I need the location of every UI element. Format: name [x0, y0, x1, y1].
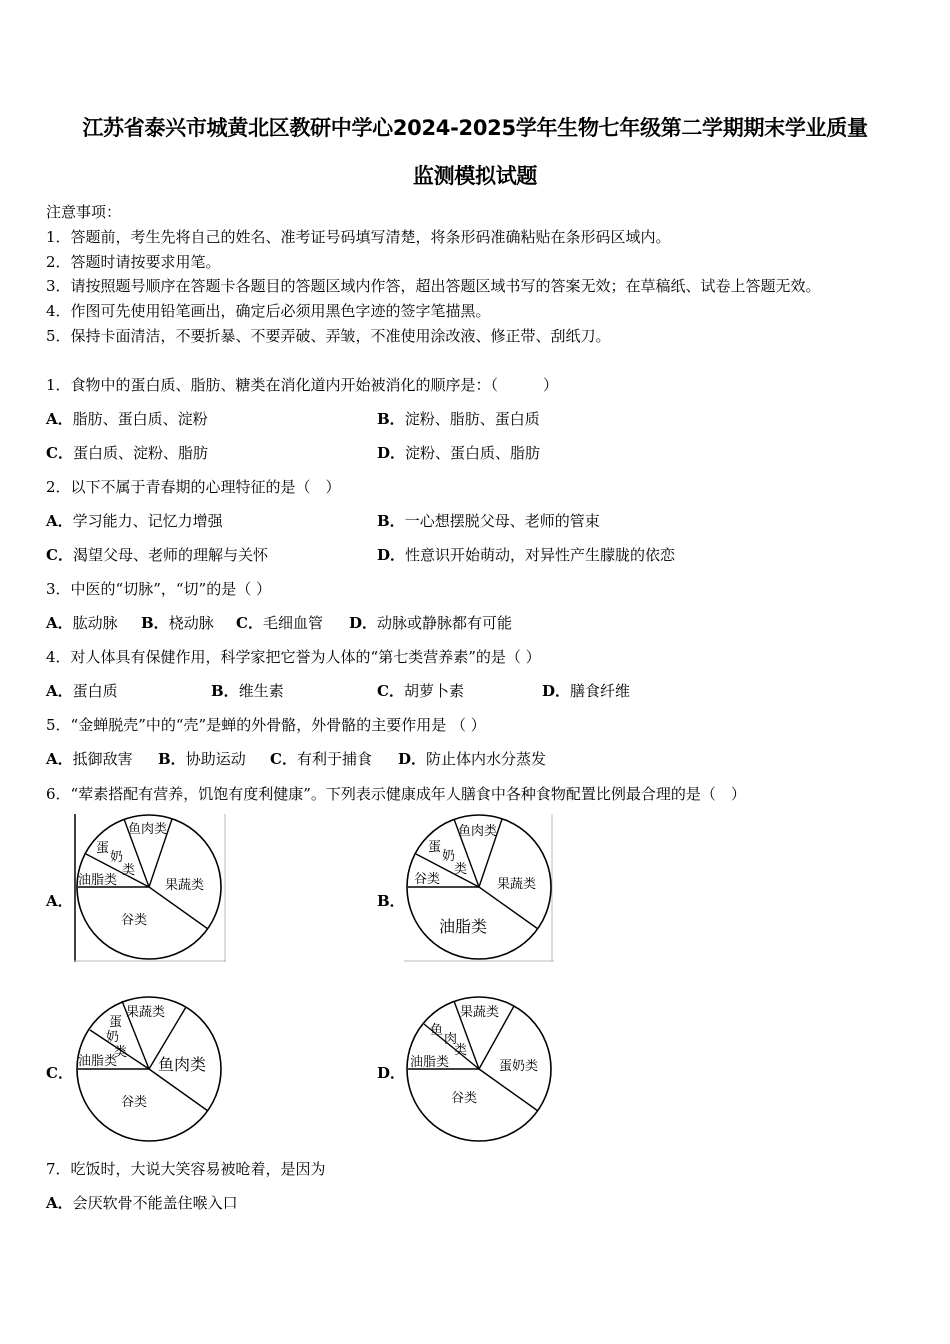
- notice-item: 1．答题前，考生先将自己的姓名、准考证号码填写清楚，将条形码准确粘贴在条形码区域内。: [46, 228, 671, 246]
- q4-option-c-label: C．: [377, 682, 404, 700]
- q6-option-b-pie: [404, 814, 554, 962]
- q2-option-c-text: 渴望父母、老师的理解与关怀: [72, 546, 268, 564]
- q5-option-a: [46, 749, 133, 769]
- notice-item: 4．作图可先使用铅笔画出，确定后必须用黑色字迹的签字笔描黑。: [46, 302, 491, 320]
- q4-option-d-label: D．: [542, 682, 571, 700]
- slice-divider: [479, 887, 538, 929]
- q6-option-d-label-text: D．: [377, 1064, 406, 1082]
- q6-option-d-label: [377, 1063, 405, 1083]
- q4-option-c: [377, 681, 464, 701]
- q4-option-b-label: B．: [211, 682, 239, 700]
- q5-option-a-text: 抵御敌害: [72, 750, 133, 768]
- q6-option-c-label: [46, 1063, 73, 1083]
- slice-label: 奶: [442, 849, 456, 864]
- slice-label: 果蔬类: [165, 878, 205, 893]
- q3-option-c-label: C．: [236, 614, 263, 632]
- question-5-stem: 5．“金蝉脱壳”中的“壳”是蝉的外骨骼，外骨骼的主要作用是 （ ）: [46, 716, 486, 734]
- question-6-stem: 6．“荤素搭配有营养，饥饱有度利健康”。下列表示健康成年人膳食中各种食物配置比例最合理的是（ ）: [46, 785, 746, 803]
- q6-option-c-pie: [74, 996, 226, 1142]
- q3-option-b-label: B．: [141, 614, 169, 632]
- slice-label: 谷类: [414, 872, 441, 887]
- question-2-stem: 2．以下不属于青春期的心理特征的是（ ）: [46, 478, 341, 496]
- slice-label: 奶: [106, 1030, 120, 1045]
- question-1-stem: 1．食物中的蛋白质、脂肪、糖类在消化道内开始被消化的顺序是：（ ）: [46, 376, 559, 394]
- pie-chart: [404, 996, 554, 1142]
- slice-label: 鱼肉类: [458, 824, 498, 839]
- q5-option-b-text: 协助运动: [185, 750, 246, 768]
- q1-option-c-text: 蛋白质、淀粉、脂肪: [72, 444, 208, 462]
- q3-option-a: [46, 613, 118, 633]
- q2-option-d-text: 性意识开始萌动，对异性产生朦胧的依恋: [405, 546, 676, 564]
- q5-option-b: [158, 749, 246, 769]
- q1-option-a-label: A．: [46, 410, 73, 428]
- pie-chart: [404, 814, 554, 962]
- slice-label: 鱼肉类: [158, 1055, 207, 1074]
- slice-label: 类: [454, 862, 468, 877]
- slice-label: 谷类: [451, 1091, 478, 1106]
- slice-label: 蛋: [96, 841, 110, 856]
- q4-option-d: [542, 681, 630, 701]
- pie-chart: [74, 814, 226, 962]
- q3-option-b: [141, 613, 214, 633]
- q3-option-d: [349, 613, 512, 633]
- slice-label: 蛋: [428, 840, 442, 855]
- q1-option-b-label: B．: [377, 410, 405, 428]
- q5-option-d: [398, 749, 546, 769]
- notice-heading: 注意事项：: [46, 203, 122, 221]
- slice-label: 油脂类: [439, 917, 488, 936]
- slice-divider: [479, 1069, 538, 1111]
- slice-label: 奶: [110, 850, 124, 865]
- pie-chart: [74, 996, 226, 1142]
- slice-divider: [149, 887, 208, 929]
- q6-option-a-label: [46, 891, 73, 911]
- q2-option-a-text: 学习能力、记忆力增强: [72, 512, 223, 530]
- question-3-stem: 3．中医的“切脉”，“切”的是（ ）: [46, 580, 271, 598]
- q4-option-d-text: 膳食纤维: [570, 682, 631, 700]
- slice-label: 蛋奶类: [499, 1059, 539, 1074]
- slice-label: 类: [122, 863, 136, 878]
- slice-label: 油脂类: [78, 1054, 118, 1069]
- q2-option-c: [46, 545, 268, 565]
- slice-label: 鱼: [430, 1023, 444, 1038]
- q5-option-d-label: D．: [398, 750, 427, 768]
- q4-option-a: [46, 681, 118, 701]
- slice-label: 果蔬类: [126, 1005, 166, 1020]
- q1-option-c-label: C．: [46, 444, 73, 462]
- question-7-stem: 7．吃饭时，大说大笑容易被呛着，是因为: [46, 1160, 326, 1178]
- slice-divider: [149, 1069, 208, 1111]
- q1-option-c: [46, 443, 208, 463]
- q4-option-a-label: A．: [46, 682, 73, 700]
- q4-option-c-text: 胡萝卜素: [403, 682, 464, 700]
- q3-option-c: [236, 613, 323, 633]
- q5-option-b-label: B．: [158, 750, 186, 768]
- q6-option-a-label-text: A．: [46, 892, 73, 910]
- q3-option-a-label: A．: [46, 614, 73, 632]
- slice-label: 蛋: [109, 1015, 123, 1030]
- q4-option-b: [211, 681, 284, 701]
- q2-option-a-label: A．: [46, 512, 73, 530]
- notice-item: 5．保持卡面清洁，不要折暴、不要弄破、弄皱，不准使用涂改液、修正带、刮纸刀。: [46, 327, 611, 345]
- q5-option-c: [270, 749, 372, 769]
- q2-option-b-text: 一心想摆脱父母、老师的管束: [404, 512, 600, 530]
- title-line-1: 江苏省泰兴市城黄北区教研中学心2024-2025学年生物七年级第二学期期末学业质量: [82, 116, 868, 140]
- slice-label: 果蔬类: [460, 1005, 500, 1020]
- q2-option-c-label: C．: [46, 546, 73, 564]
- q4-option-b-text: 维生素: [238, 682, 284, 700]
- q1-option-d: [377, 443, 540, 463]
- q1-option-d-label: D．: [377, 444, 406, 462]
- slice-label: 果蔬类: [497, 877, 537, 892]
- q3-option-d-label: D．: [349, 614, 378, 632]
- slice-label: 肉: [444, 1032, 458, 1047]
- q2-option-d-label: D．: [377, 546, 406, 564]
- q5-option-a-label: A．: [46, 750, 73, 768]
- q7-option-a: [46, 1193, 238, 1213]
- slice-label: 油脂类: [78, 873, 118, 888]
- q3-option-b-text: 桡动脉: [168, 614, 214, 632]
- q6-option-d-pie: [404, 996, 554, 1142]
- q7-option-a-label: A．: [46, 1194, 73, 1212]
- q2-option-a: [46, 511, 223, 531]
- q2-option-b: [377, 511, 600, 531]
- slice-label: 类: [454, 1043, 468, 1058]
- q4-option-a-text: 蛋白质: [72, 682, 118, 700]
- q1-option-a-text: 脂肪、蛋白质、淀粉: [72, 410, 208, 428]
- q5-option-c-label: C．: [270, 750, 297, 768]
- q1-option-b-text: 淀粉、脂肪、蛋白质: [404, 410, 540, 428]
- q6-option-c-label-text: C．: [46, 1064, 73, 1082]
- slice-label: 谷类: [121, 913, 148, 928]
- q3-option-a-text: 肱动脉: [72, 614, 118, 632]
- q5-option-c-text: 有利于捕食: [296, 750, 372, 768]
- q3-option-d-text: 动脉或静脉都有可能: [377, 614, 513, 632]
- slice-label: 类: [114, 1045, 128, 1060]
- q5-option-d-text: 防止体内水分蒸发: [426, 750, 547, 768]
- slice-label: 油脂类: [410, 1055, 450, 1070]
- q2-option-b-label: B．: [377, 512, 405, 530]
- q1-option-a: [46, 409, 208, 429]
- q2-option-d: [377, 545, 675, 565]
- q6-option-b-label-text: B．: [377, 892, 405, 910]
- notice-item: 2．答题时请按要求用笔。: [46, 253, 221, 271]
- slice-label: 鱼肉类: [128, 822, 168, 837]
- q1-option-b: [377, 409, 540, 429]
- q6-option-a-pie: [74, 814, 226, 962]
- q7-option-a-text: 会厌软骨不能盖住喉入口: [72, 1194, 238, 1212]
- title-line-2: 监测模拟试题: [412, 164, 538, 188]
- notice-item: 3．请按照题号顺序在答题卡各题目的答题区域内作答，超出答题区域书写的答案无效；在草稿纸、试卷上答题无效。: [46, 277, 821, 295]
- question-4-stem: 4．对人体具有保健作用，科学家把它誉为人体的“第七类营养素”的是（ ）: [46, 648, 541, 666]
- slice-label: 谷类: [121, 1095, 148, 1110]
- q1-option-d-text: 淀粉、蛋白质、脂肪: [405, 444, 541, 462]
- q3-option-c-text: 毛细血管: [262, 614, 323, 632]
- q6-option-b-label: [377, 891, 405, 911]
